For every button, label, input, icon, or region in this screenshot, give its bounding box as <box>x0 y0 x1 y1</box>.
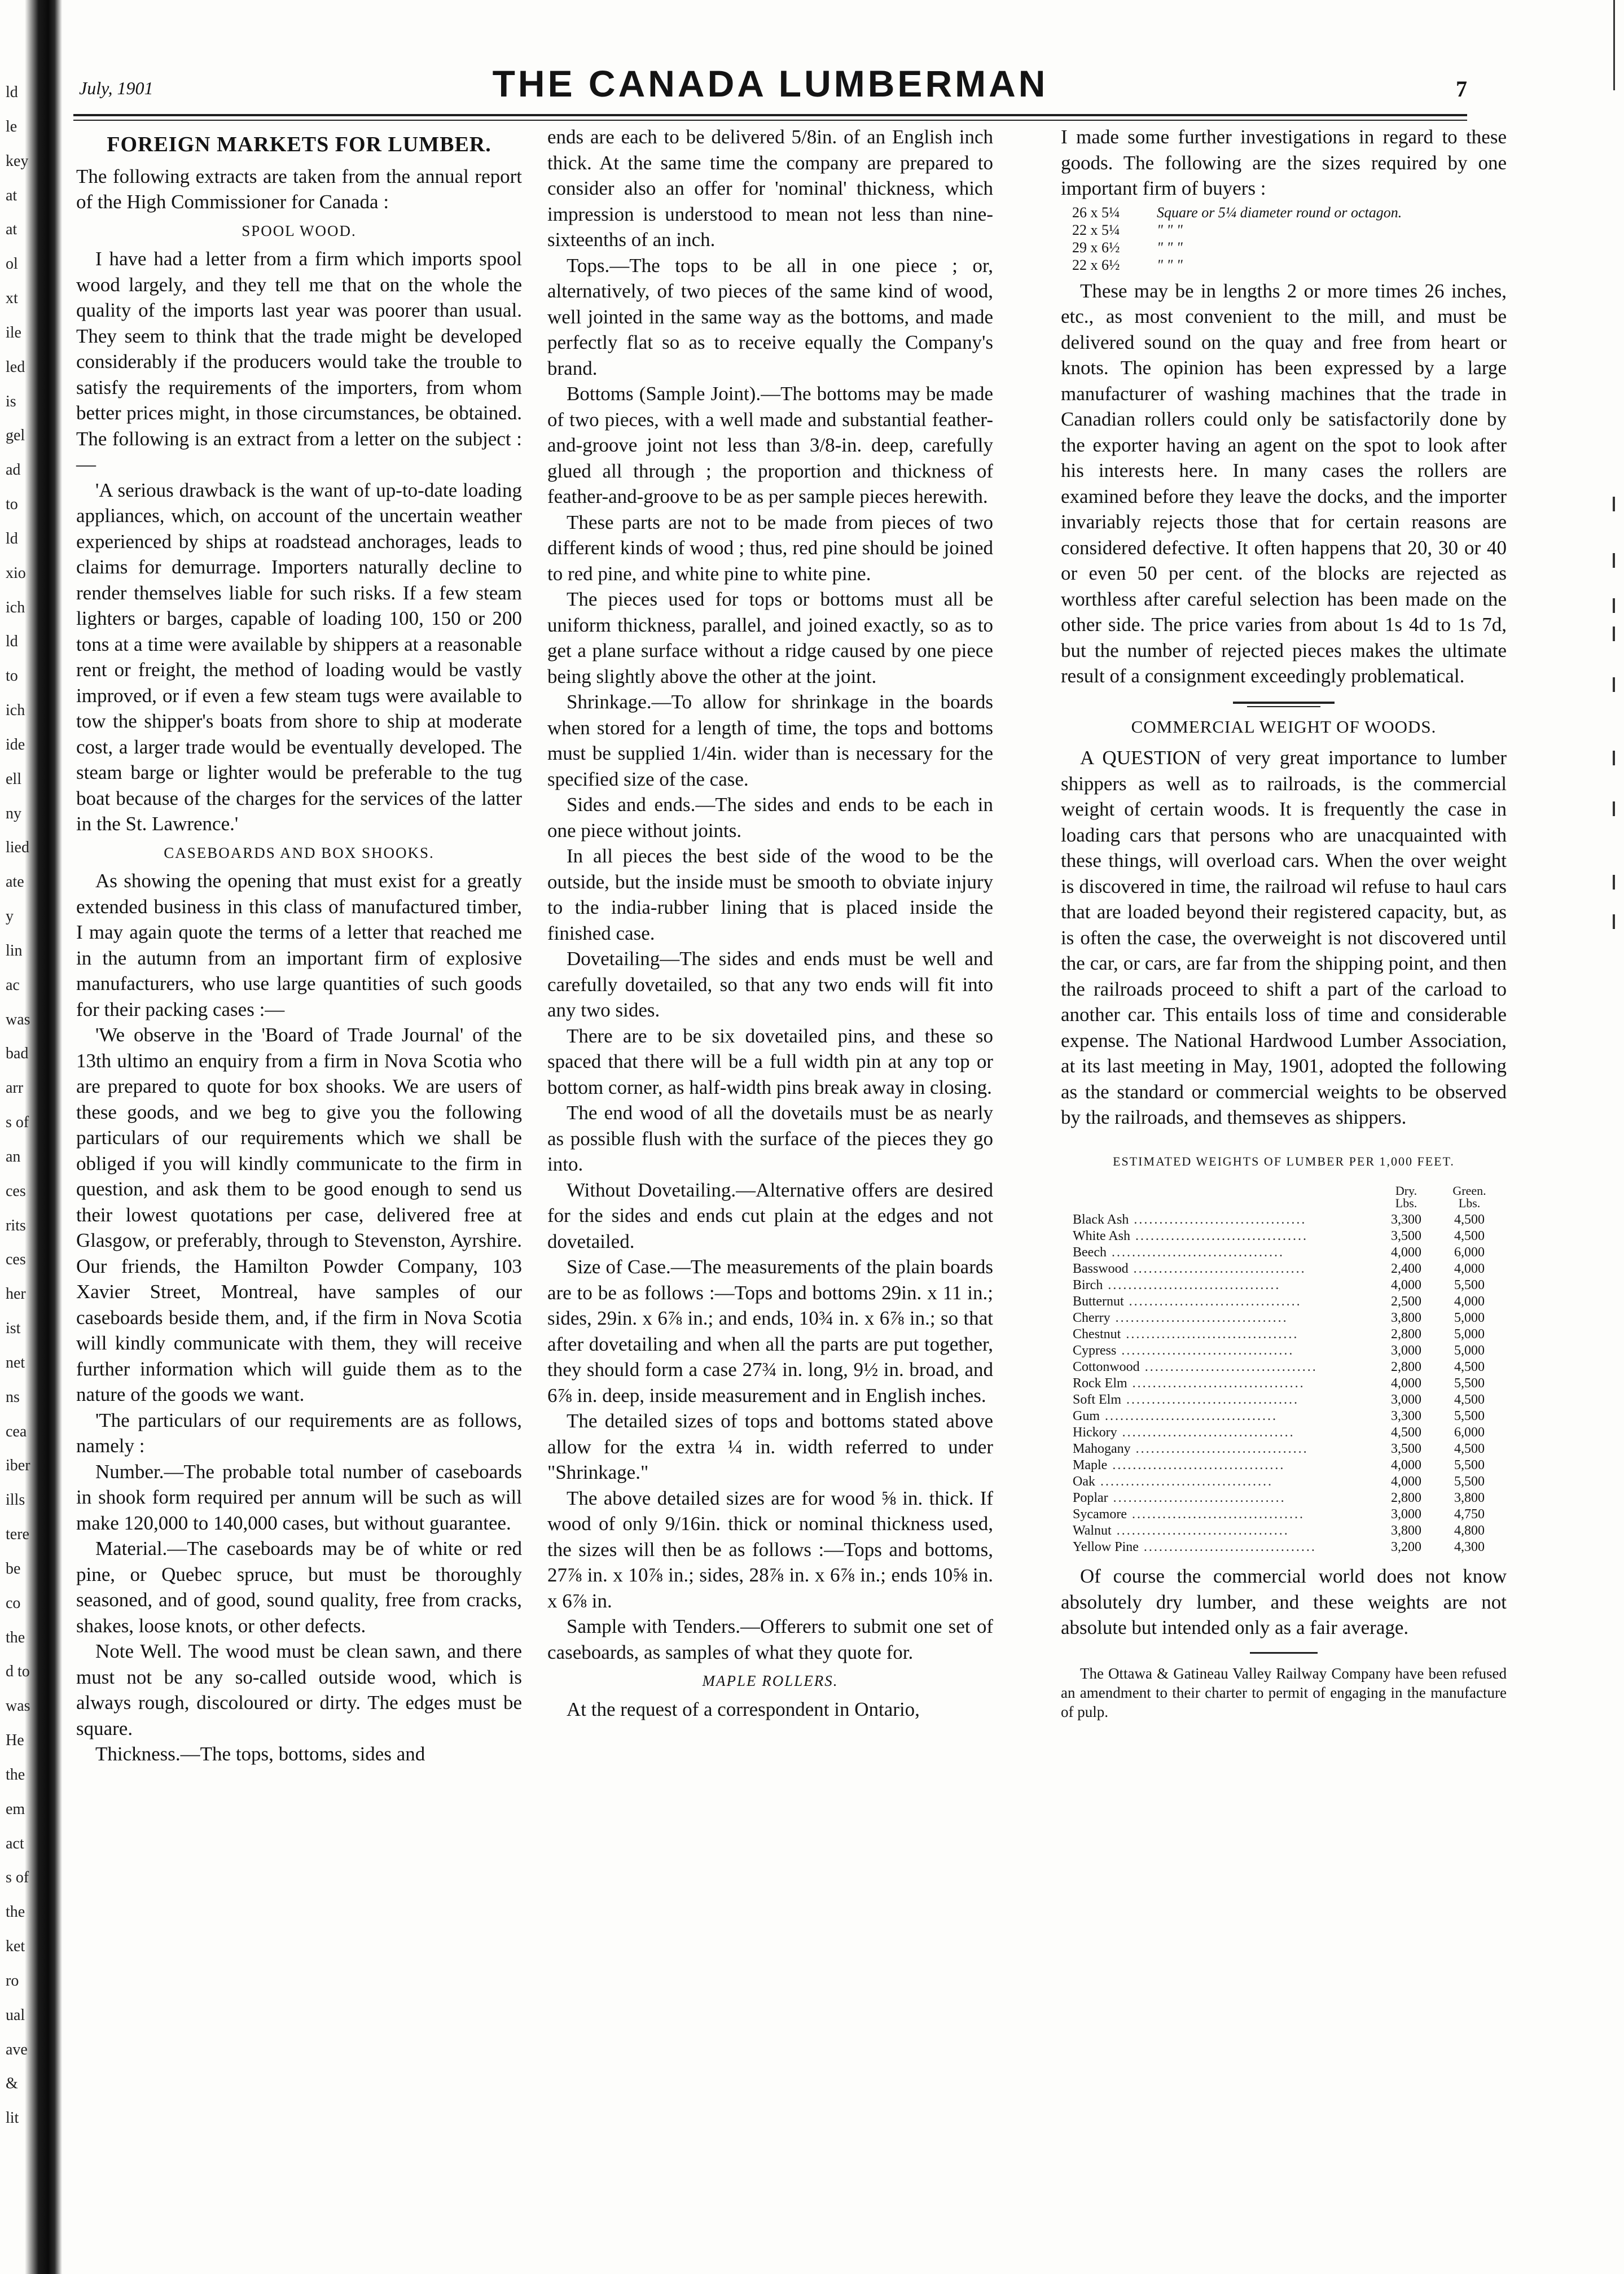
margin-fragment: ld <box>6 530 18 547</box>
paragraph: Bottoms (Sample Joint).—The bottoms may be made of two pieces, with a well made and substantial feather-and-groove joint not less than 3/8-in. deep, carefully glued all through ; the proportion and thickness of feather-and-groove to be as per sample pieces herewith. <box>547 383 993 507</box>
margin-fragment: ills <box>6 1491 25 1509</box>
dry-weight: 4,000 <box>1391 1474 1421 1489</box>
table-row <box>1072 1245 1501 1261</box>
margin-fragment: ces <box>6 1251 26 1268</box>
wood-name: White Ash .................................. <box>1073 1229 1308 1243</box>
margin-fragment: ual <box>6 2006 25 2024</box>
dry-weight: 2,400 <box>1391 1261 1421 1276</box>
table-row <box>1072 1408 1501 1425</box>
paragraph: A QUESTION of very great importance to lumber shippers as well as to railroads, is the commercial weight of certain woods. It is frequently the case in loading cars that persons who are unacquainted with these things, will overload cars. When the over weight is discovered in time, the railroad wil refuse to haul cars that are loaded beyond their registered capacity, but, as is often the case, the overweight is not discovered until the car, or cars, are far from the shipping point, and then the railroads proceed to shift a part of the carload to another car. This entails loss of time and considerable expense. The National Hardwood Lumber Association, at its last meeting in May, 1901, adopted the following as the standard or commercial weights to be observed by the railroads, and themseves as shippers. <box>1061 747 1507 1128</box>
green-weight: 4,300 <box>1454 1540 1485 1554</box>
margin-fragment: gel <box>6 427 25 444</box>
green-weight: 6,000 <box>1454 1245 1485 1260</box>
section-rule-thin <box>1247 706 1320 707</box>
wood-name: Birch .................................. <box>1073 1278 1281 1292</box>
wood-name: Oak .................................. <box>1073 1474 1273 1489</box>
paragraph: Material.—The caseboards may be of white or red pine, or Quebec spruce, but must be thoroughly seasoned, and of good, sound quality, free from cracks, shakes, loose knots, or other defects. <box>76 1537 522 1637</box>
green-weight: 4,500 <box>1454 1229 1485 1243</box>
wood-name: Cypress .................................. <box>1073 1343 1294 1358</box>
margin-fragment: bad <box>6 1045 29 1062</box>
dry-weight: 4,000 <box>1391 1376 1421 1391</box>
paragraph: Without Dovetailing.—Alternative offers are desired for the sides and ends cut plain at the edges and not dovetailed. <box>547 1178 993 1252</box>
paragraph: As showing the opening that must exist for a greatly extended business in this class of manufactured timber, I may again quote the terms of a letter that reached me in the autumn from an important firm of explosive manufacturers, who use large quantities of such goods for their packing cases :— <box>76 870 522 1020</box>
margin-fragment: ld <box>6 633 18 650</box>
table-row <box>1072 1228 1501 1245</box>
dry-weight: 2,500 <box>1391 1294 1421 1309</box>
green-weight: 4,000 <box>1454 1294 1485 1309</box>
green-weight: 4,000 <box>1454 1261 1485 1276</box>
green-weight: 5,500 <box>1454 1458 1485 1473</box>
margin-fragment: ny <box>6 805 21 822</box>
table-row <box>1072 1523 1501 1539</box>
wood-name: Rock Elm .................................. <box>1073 1376 1305 1391</box>
margin-fragment: the <box>6 1903 25 1921</box>
green-weight: 3,800 <box>1454 1491 1485 1505</box>
margin-fragment: act <box>6 1835 24 1852</box>
table-row <box>1072 1490 1501 1506</box>
section-heading-caseboards: CASEBOARDS AND BOX SHOOKS. <box>164 844 434 861</box>
table-row <box>1072 1294 1501 1310</box>
paragraph: The above detailed sizes are for wood ⅝ in. thick. If wood of only 9/16in. thick or nominal thickness used, the sizes will then be as follows :—Tops and bottoms, 27⅞ in. x 10⅞ in.; sides, 28⅞ in. x 6⅞ in.; ends 10⅝ in. x 6⅞ in. <box>547 1487 993 1612</box>
table-row <box>1072 1425 1501 1441</box>
margin-fragment: arr <box>6 1079 24 1097</box>
weights-table-title: ESTIMATED WEIGHTS OF LUMBER PER 1,000 FEET. <box>1113 1154 1455 1168</box>
wood-name: Chestnut .................................. <box>1073 1327 1299 1342</box>
margin-fragment: cea <box>6 1423 27 1440</box>
green-weight: 4,800 <box>1454 1523 1485 1538</box>
margin-fragment: ell <box>6 770 21 788</box>
railway-notice: The Ottawa & Gatineau Valley Railway Company have been refused an amendment to their charter to permit of engaging in the manufacture of pulp. <box>1061 1664 1507 1720</box>
wood-name: Maple .................................. <box>1073 1458 1285 1473</box>
paragraph: Size of Case.—The measurements of the plain boards are to be as follows :—Tops and bottoms 29in. x 11 in.; sides, 29in. x 6⅞ in.; and ends, 10¾ in. x 6⅞ in.; so that after dovetailing and when all the parts are put together, they should form a case 27¾ in. long, 9½ in. broad, and 6⅞ in. deep, inside measurement and in English inches. <box>547 1256 993 1407</box>
wood-name: Yellow Pine .................................. <box>1073 1540 1316 1554</box>
table-header-green: Green. Lbs. <box>1452 1184 1486 1210</box>
margin-fragment: d to <box>6 1663 30 1680</box>
section-heading-spool-wood: SPOOL WOOD. <box>242 222 357 239</box>
margin-fragment: is <box>6 393 16 410</box>
margin-fragment: y <box>6 908 14 925</box>
margin-fragment: em <box>6 1800 25 1818</box>
margin-fragment: & <box>6 2075 18 2092</box>
margin-fragment: lied <box>6 839 29 856</box>
table-row <box>1072 1343 1501 1359</box>
margin-fragment: ate <box>6 873 24 891</box>
margin-fragment: was <box>6 1011 30 1028</box>
green-weight: 5,500 <box>1454 1409 1485 1423</box>
roller-size-row: 26 x 5¼ Square or 5¼ diameter round or octagon. <box>1072 204 1402 221</box>
green-weight: 5,500 <box>1454 1376 1485 1391</box>
margin-fragment: ave <box>6 2041 28 2058</box>
roller-size-row: 22 x 5¼ " " " <box>1072 221 1183 238</box>
margin-fragment: ich <box>6 599 25 616</box>
table-row <box>1072 1359 1501 1375</box>
margin-fragment: co <box>6 1594 21 1612</box>
right-edge-marks <box>1603 0 1619 2274</box>
page-number: 7 <box>1456 76 1467 102</box>
page-header <box>73 62 1467 113</box>
dry-weight: 4,500 <box>1391 1425 1421 1440</box>
margin-fragment: led <box>6 358 25 376</box>
wood-name: Cherry .................................. <box>1073 1311 1288 1325</box>
paragraph: These parts are not to be made from pieces of two different kinds of wood ; thus, red pine should be joined to red pine, and white pine to white pine. <box>547 511 993 585</box>
margin-fragment: lin <box>6 942 23 959</box>
margin-fragment: ad <box>6 461 21 479</box>
column-1 <box>76 124 522 1767</box>
dry-weight: 3,000 <box>1391 1343 1421 1358</box>
margin-fragment: xt <box>6 290 18 307</box>
margin-fragment: tere <box>6 1526 29 1543</box>
wood-name: Gum .................................. <box>1073 1409 1278 1423</box>
table-row <box>1072 1277 1501 1294</box>
paragraph: Of course the commercial world does not know absolutely dry lumber, and these weights are not absolute but intended only as a fair average. <box>1061 1565 1507 1638</box>
margin-fragment: at <box>6 187 17 204</box>
margin-fragment: at <box>6 221 17 238</box>
dry-weight: 3,300 <box>1391 1409 1421 1423</box>
margin-fragment: s of <box>6 1114 29 1131</box>
paragraph: 'We observe in the 'Board of Trade Journal' of the 13th ultimo an enquiry from a firm in Nova Scotia who are prepared to quote for box shooks. We are users of these goods, and we beg to give you the following particulars of our requirements which we shall be obliged if you will kindly communicate to the firm in question, and ask them to be good enough to send us their lowest quotations per case, delivered free at Glasgow, or preferably, through to Stevenston, Ayrshire. Our friends, the Hamilton Powder Company, 103 Xavier Street, Montreal, have samples of our caseboards beside them, and, if the firm in Nova Scotia will kindly communicate with them, they will receive further information which will guide them as to the nature of the goods we want. <box>76 1024 522 1405</box>
table-header-dry: Dry. Lbs. <box>1395 1184 1417 1210</box>
margin-fragment: He <box>6 1732 24 1749</box>
green-weight: 5,000 <box>1454 1343 1485 1358</box>
dry-weight: 3,000 <box>1391 1507 1421 1522</box>
margin-fragment: le <box>6 118 17 135</box>
margin-fragment: key <box>6 152 29 170</box>
green-weight: 4,500 <box>1454 1360 1485 1374</box>
table-row <box>1072 1212 1501 1228</box>
margin-fragment: her <box>6 1285 26 1303</box>
wood-name: Butternut .................................. <box>1073 1294 1302 1309</box>
paragraph: There are to be six dovetailed pins, and these so spaced that there will be a full width pin at any top or bottom corner, as half-width pins break away in closing. <box>547 1024 993 1098</box>
dry-weight: 2,800 <box>1391 1360 1421 1374</box>
header-rule <box>73 114 1467 116</box>
dry-weight: 2,800 <box>1391 1491 1421 1505</box>
paragraph: The end wood of all the dovetails must be as nearly as possible flush with the surface of the pieces they go into. <box>547 1102 993 1175</box>
table-row <box>1072 1392 1501 1408</box>
margin-fragment: ide <box>6 736 25 753</box>
section-rule <box>1233 702 1335 704</box>
paragraph: Shrinkage.—To allow for shrinkage in the boards when stored for a length of time, the tops and bottoms must be supplied 1/4in. wider than is necessary for the specified size of the case. <box>547 691 993 790</box>
margin-fragment: ist <box>6 1320 21 1337</box>
paragraph: The detailed sizes of tops and bottoms stated above allow for the extra ¼ in. width referred to under "Shrinkage." <box>547 1410 993 1483</box>
margin-fragment: iber <box>6 1457 30 1474</box>
margin-fragment: ich <box>6 702 25 719</box>
paragraph: These may be in lengths 2 or more times 26 inches, etc., as most convenient to the mill, and must be delivered sound on the quay and free from heart or knots. The opinion has been expressed by a large manufacturer of washing machines that the trade in Canadian rollers could only be satisfactorily done by the exporter having an agent on the spot to look after his interests here. In many cases the rollers are examined before they leave the docks, and the importer invariably rejects those that for certain reasons are considered defective. It often happens that 20, 30 or 40 or even 50 per cent. of the blocks are rejected as worthless after careful selection has been made on the other side. The price varies from about 1s 4d to 1s 7d, but the number of rejected pieces makes the ultimate result of a consignment exceedingly problematical. <box>1061 279 1507 687</box>
table-row <box>1072 1506 1501 1523</box>
dry-weight: 3,000 <box>1391 1392 1421 1407</box>
paragraph: Thickness.—The tops, bottoms, sides and <box>95 1743 425 1765</box>
margin-fragment: ro <box>6 1972 19 1990</box>
margin-fragment: ket <box>6 1938 25 1955</box>
table-row <box>1072 1261 1501 1277</box>
article-title-commercial-weight: COMMERCIAL WEIGHT OF WOODS. <box>1131 716 1437 737</box>
dry-weight: 3,800 <box>1391 1523 1421 1538</box>
paragraph: Sample with Tenders.—Offerers to submit one set of caseboards, as samples of what they quote for. <box>547 1615 993 1663</box>
paragraph: 'The particulars of our requirements are as follows, namely : <box>76 1409 522 1457</box>
issue-date: July, 1901 <box>79 78 153 98</box>
wood-name: Poplar .................................. <box>1073 1491 1286 1505</box>
margin-fragment: an <box>6 1148 21 1166</box>
table-row <box>1072 1474 1501 1490</box>
table-row <box>1072 1457 1501 1474</box>
wood-name: Soft Elm .................................. <box>1073 1392 1300 1407</box>
paragraph: 'A serious drawback is the want of up-to-date loading appliances, which, on account of the uncertain weather experienced by ships at roadstead anchorages, leads to claims for demurrage. Importers naturally decline to render themselves liable for such risks. If a few steam lighters or barges, capable of loading 100, 150 or 200 tons at a time were available by shippers at a reasonable rent or freight, the method of loading would be vastly improved, or if even a few steam tugs were available to tow the shipper's boats from shore to ship at moderate cost, a larger trade would be eventually developed. The steam barge or lighter would be preferable to the tug boat because of the charges for the services of the latter in the St. Lawrence.' <box>76 479 522 835</box>
dry-weight: 3,500 <box>1391 1441 1421 1456</box>
column-3 <box>1061 124 1507 1721</box>
paragraph: ends are each to be delivered 5/8in. of an English inch thick. At the same time the company are prepared to consider also an offer for 'nominal' thickness, which impression is understood to mean not less than nine-sixteenths of an inch. <box>547 126 993 251</box>
wood-name: Beech .................................. <box>1073 1245 1284 1260</box>
wood-name: Black Ash .................................. <box>1073 1212 1307 1227</box>
section-rule <box>1250 1652 1318 1654</box>
green-weight: 4,500 <box>1454 1212 1485 1227</box>
margin-fragment: was <box>6 1697 30 1715</box>
green-weight: 5,500 <box>1454 1278 1485 1292</box>
table-row <box>1072 1326 1501 1343</box>
dry-weight: 4,000 <box>1391 1245 1421 1260</box>
roller-size-row: 22 x 6½ " " " <box>1072 256 1183 273</box>
paragraph: Number.—The probable total number of caseboards in shook form required per annum will be such as will make 120,000 to 140,000 cases, but without guarantee. <box>76 1460 522 1534</box>
table-header-blank <box>1072 1184 1375 1212</box>
green-weight: 5,000 <box>1454 1311 1485 1325</box>
dry-weight: 3,300 <box>1391 1212 1421 1227</box>
roller-size-row: 29 x 6½ " " " <box>1072 239 1183 256</box>
margin-fragment: xio <box>6 564 26 582</box>
green-weight: 4,500 <box>1454 1441 1485 1456</box>
article-intro: The following extracts are taken from the annual report of the High Commissioner for Canada : <box>76 165 522 213</box>
margin-fragment: ol <box>6 255 18 273</box>
dry-weight: 4,000 <box>1391 1458 1421 1473</box>
margin-fragment: rits <box>6 1217 26 1234</box>
wood-name: Mahogany .................................. <box>1073 1441 1309 1456</box>
margin-text-fragments <box>0 85 34 2173</box>
dry-weight: 4,000 <box>1391 1278 1421 1292</box>
margin-fragment: ac <box>6 976 20 994</box>
green-weight: 5,000 <box>1454 1327 1485 1342</box>
column-2 <box>547 124 993 1722</box>
paragraph: Sides and ends.—The sides and ends to be each in one piece without joints. <box>547 794 993 842</box>
margin-fragment: net <box>6 1354 25 1372</box>
margin-fragment: be <box>6 1560 21 1578</box>
dry-weight: 3,500 <box>1391 1229 1421 1243</box>
paragraph: I have had a letter from a firm which imports spool wood largely, and they tell me that on the whole the quality of the imports last year was poorer than usual. They seem to think that the trade might be developed considerably if the producers would take the trouble to satisfy the requirements of the importers, from whom better prices might, in those circumstances, be obtained. The following is an extract from a letter on the subject :— <box>76 248 522 475</box>
green-weight: 4,500 <box>1454 1392 1485 1407</box>
margin-fragment: ld <box>6 84 18 101</box>
margin-fragment: the <box>6 1629 25 1646</box>
margin-fragment: ces <box>6 1182 26 1200</box>
margin-fragment: ns <box>6 1388 20 1406</box>
dry-weight: 3,200 <box>1391 1540 1421 1554</box>
wood-name: Hickory .................................. <box>1073 1425 1295 1440</box>
wood-name: Cottonwood .................................. <box>1073 1360 1318 1374</box>
green-weight: 4,750 <box>1454 1507 1485 1522</box>
green-weight: 6,000 <box>1454 1425 1485 1440</box>
margin-fragment: the <box>6 1766 25 1784</box>
margin-fragment: to <box>6 667 18 685</box>
green-weight: 5,500 <box>1454 1474 1485 1489</box>
paragraph: Note Well. The wood must be clean sawn, and there must not be any so-called outside wood, which is always rough, discoloured or dirty. The edges must be square. <box>76 1640 522 1740</box>
paragraph: I made some further investigations in regard to these goods. The following are the sizes required by one important firm of buyers : <box>1061 126 1507 199</box>
margin-fragment: ile <box>6 324 21 341</box>
paragraph: In all pieces the best side of the wood to be the outside, but the inside must be smooth to obviate injury to the india-rubber lining that is placed inside the finished case. <box>547 845 993 944</box>
margin-fragment: s of <box>6 1869 29 1886</box>
header-rule-thin <box>73 120 1467 121</box>
margin-fragment: lit <box>6 2109 19 2127</box>
roller-sizes-list <box>1072 204 1507 274</box>
dry-weight: 3,800 <box>1391 1311 1421 1325</box>
wood-name: Walnut .................................. <box>1073 1523 1289 1538</box>
table-row <box>1072 1375 1501 1392</box>
masthead-title: THE CANADA LUMBERMAN <box>492 63 1048 104</box>
wood-name: Sycamore .................................. <box>1073 1507 1305 1522</box>
paragraph: Dovetailing—The sides and ends must be well and carefully dovetailed, so that any two ends will fit into any two sides. <box>547 948 993 1021</box>
lumber-weights-table <box>1072 1184 1501 1556</box>
paragraph: Tops.—The tops to be all in one piece ; or, alternatively, of two pieces of the same kind of wood, well jointed in the same way as the bottoms, and made perfectly flat so as to receive equally the Company's brand. <box>547 254 993 379</box>
section-heading-maple-rollers: MAPLE ROLLERS. <box>702 1672 839 1689</box>
table-row <box>1072 1310 1501 1326</box>
table-row <box>1072 1441 1501 1457</box>
dry-weight: 2,800 <box>1391 1327 1421 1342</box>
paragraph: At the request of a correspondent in Ontario, <box>567 1698 920 1720</box>
table-row <box>1072 1539 1501 1556</box>
paragraph: The pieces used for tops or bottoms must all be uniform thickness, parallel, and joined exactly, so as to get a plane surface without a ridge caused by one piece being slightly above the other at the joint. <box>547 588 993 687</box>
margin-fragment: to <box>6 496 18 513</box>
wood-name: Basswood .................................. <box>1073 1261 1306 1276</box>
article-title-foreign-markets: FOREIGN MARKETS FOR LUMBER. <box>107 133 491 156</box>
